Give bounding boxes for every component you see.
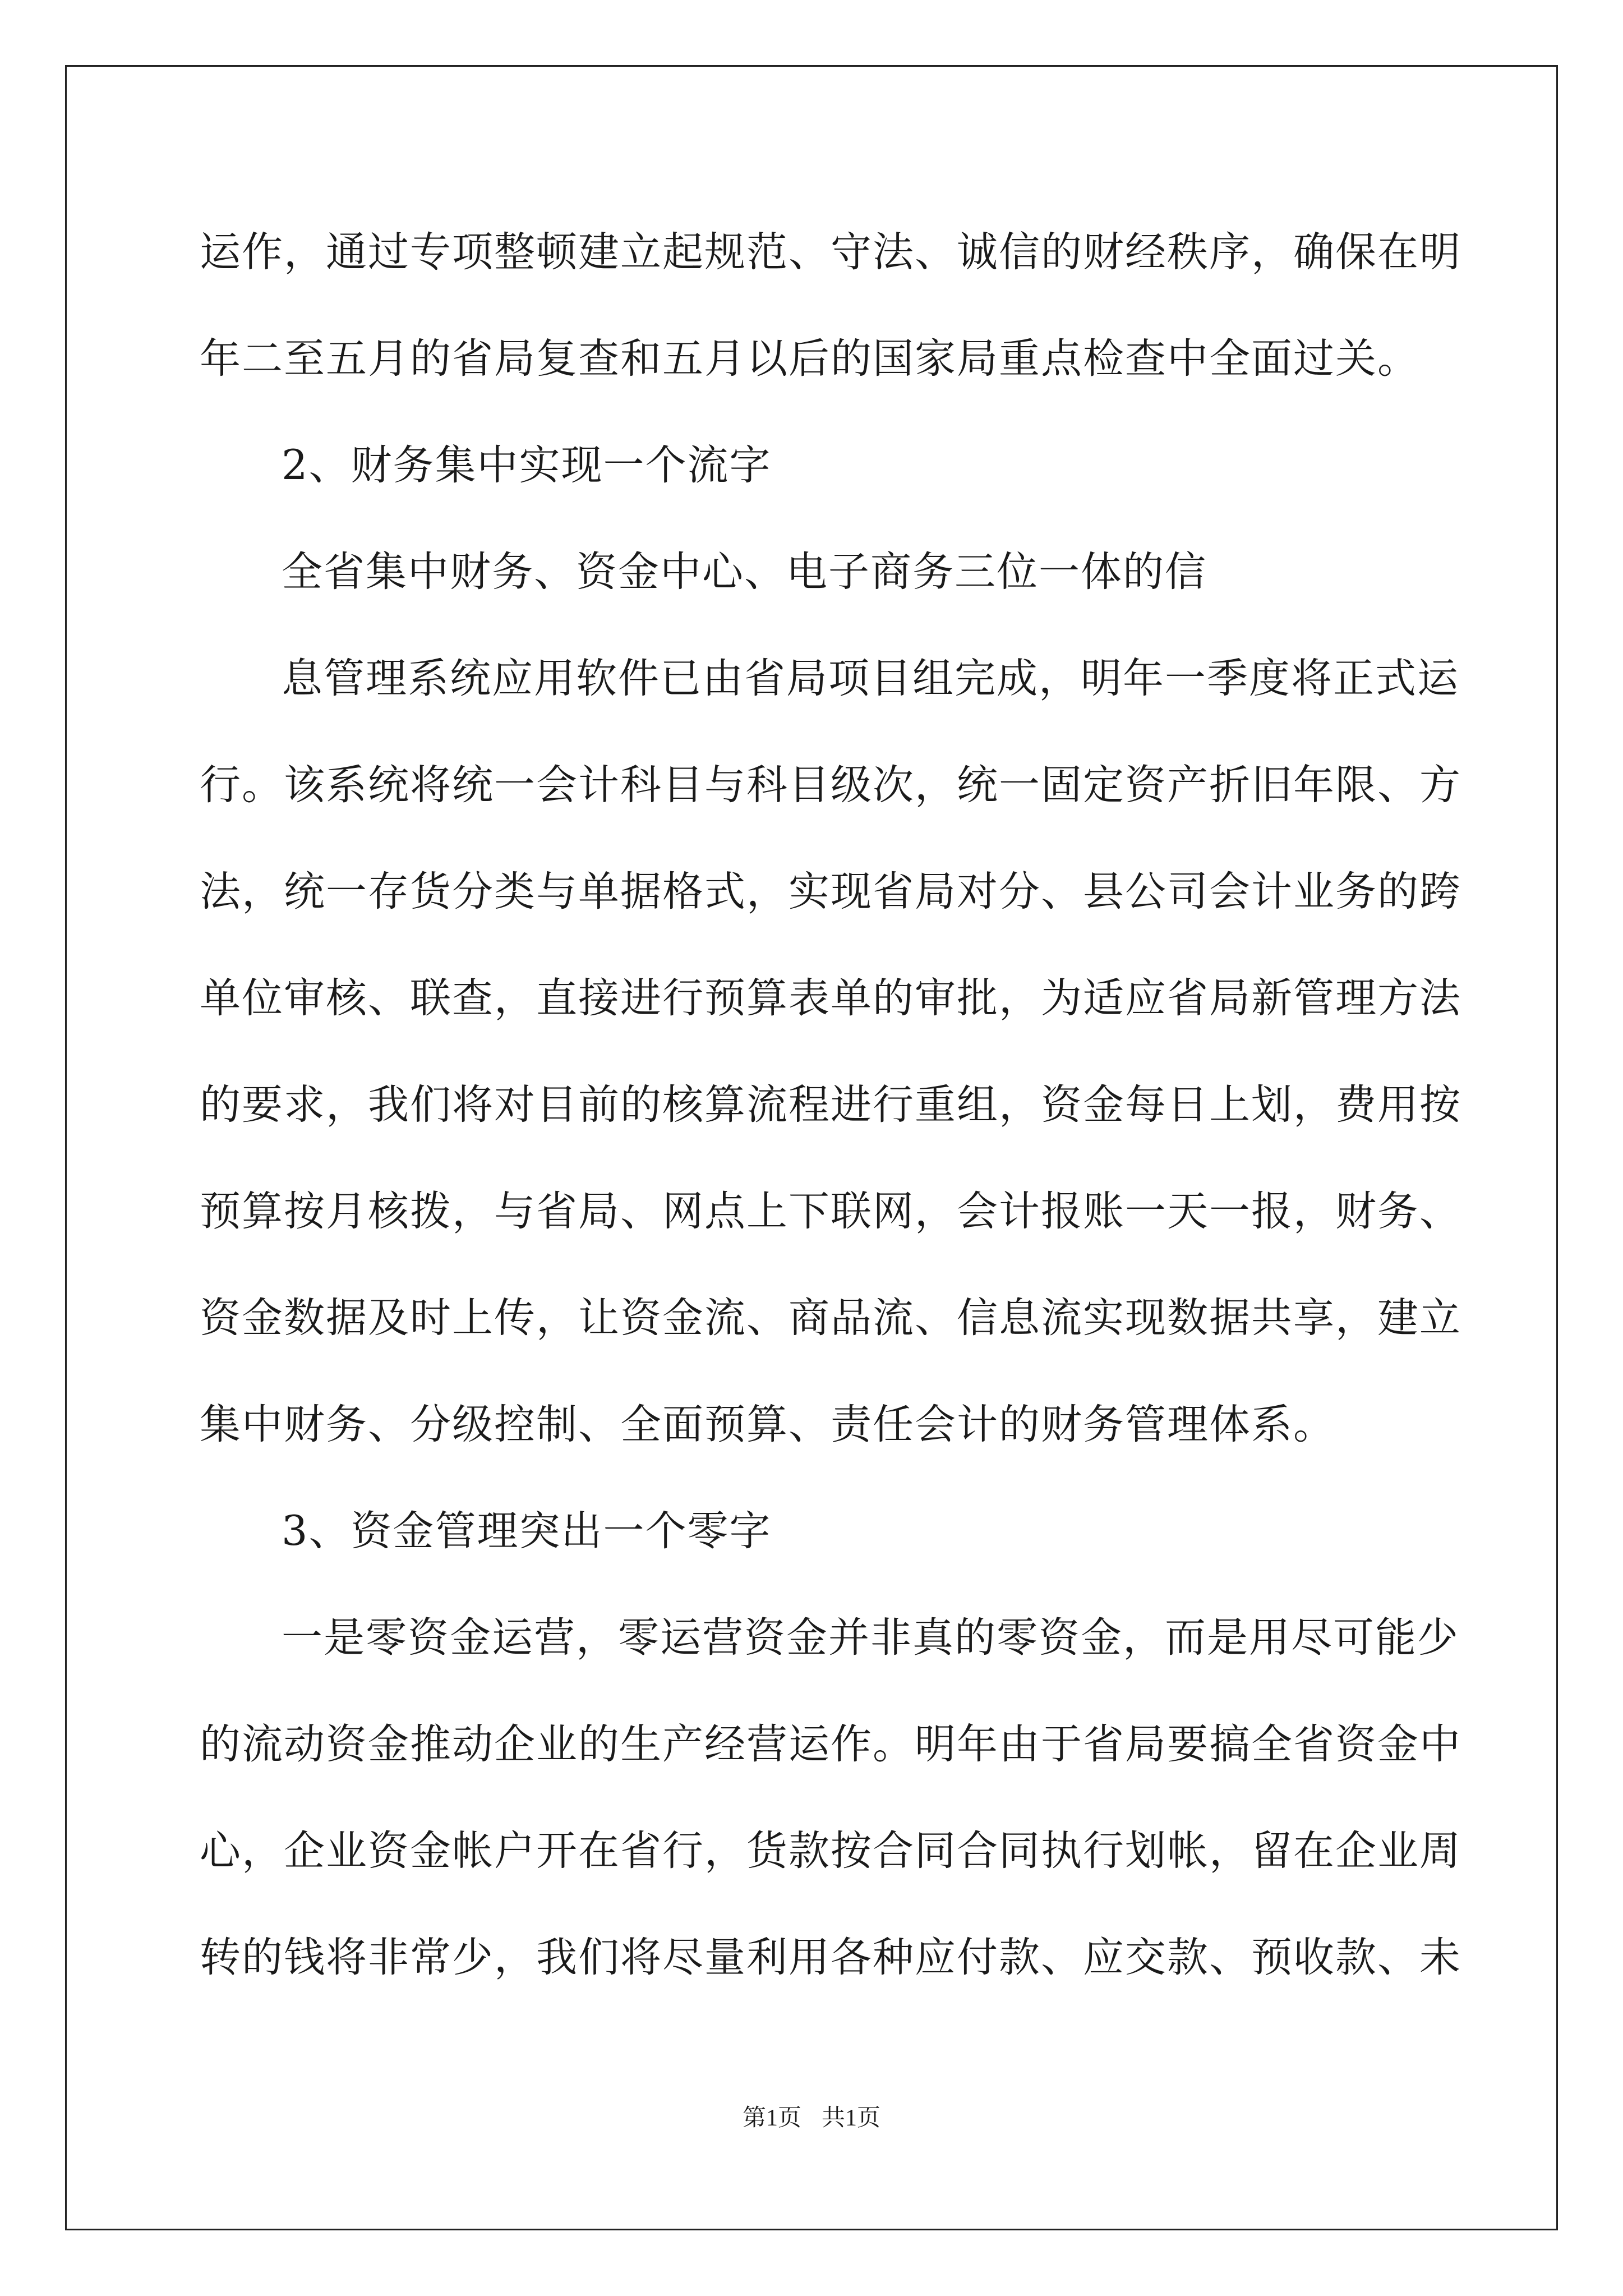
section-heading: 2、财务集中实现一个流字	[282, 441, 772, 489]
page-number-total: 共1页	[822, 2105, 881, 2131]
text-line: 法，统一存货分类与单据格式，实现省局对分、县公司会计业务的跨	[200, 868, 1461, 915]
text-line: 的流动资金推动企业的生产经营运作。明年由于省局要搞全省资金中	[200, 1720, 1461, 1768]
text-line: 行。该系统将统一会计科目与科目级次，统一固定资产折旧年限、方	[200, 761, 1461, 809]
text-line: 集中财务、分级控制、全面预算、责任会计的财务管理体系。	[200, 1401, 1335, 1448]
text-line: 的要求，我们将对目前的核算流程进行重组，资金每日上划，费用按	[200, 1081, 1461, 1129]
text-line: 全省集中财务、资金中心、电子商务三位一体的信	[282, 548, 1207, 596]
text-line: 一是零资金运营，零运营资金并非真的零资金，而是用尽可能少	[282, 1614, 1459, 1662]
text-line: 预算按月核拨，与省局、网点上下联网，会计报账一天一报，财务、	[200, 1188, 1461, 1235]
page-number-current: 第1页	[742, 2105, 801, 2131]
section-heading: 3、资金管理突出一个零字	[282, 1507, 772, 1555]
text-line: 年二至五月的省局复查和五月以后的国家局重点检查中全面过关。	[200, 335, 1419, 383]
text-line: 息管理系统应用软件已由省局项目组完成，明年一季度将正式运	[282, 655, 1459, 702]
text-line: 资金数据及时上传，让资金流、商品流、信息流实现数据共享，建立	[200, 1294, 1461, 1342]
text-line: 转的钱将非常少，我们将尽量利用各种应付款、应交款、预收款、未	[200, 1934, 1461, 1981]
text-line: 单位审核、联查，直接进行预算表单的审批，为适应省局新管理方法	[200, 974, 1461, 1022]
page-footer	[0, 2101, 1623, 2135]
document-body	[200, 213, 1461, 2025]
text-line: 运作，通过专项整顿建立起规范、守法、诚信的财经秩序，确保在明	[200, 228, 1461, 276]
text-line: 心，企业资金帐户开在省行，货款按合同合同执行划帐，留在企业周	[200, 1827, 1461, 1875]
